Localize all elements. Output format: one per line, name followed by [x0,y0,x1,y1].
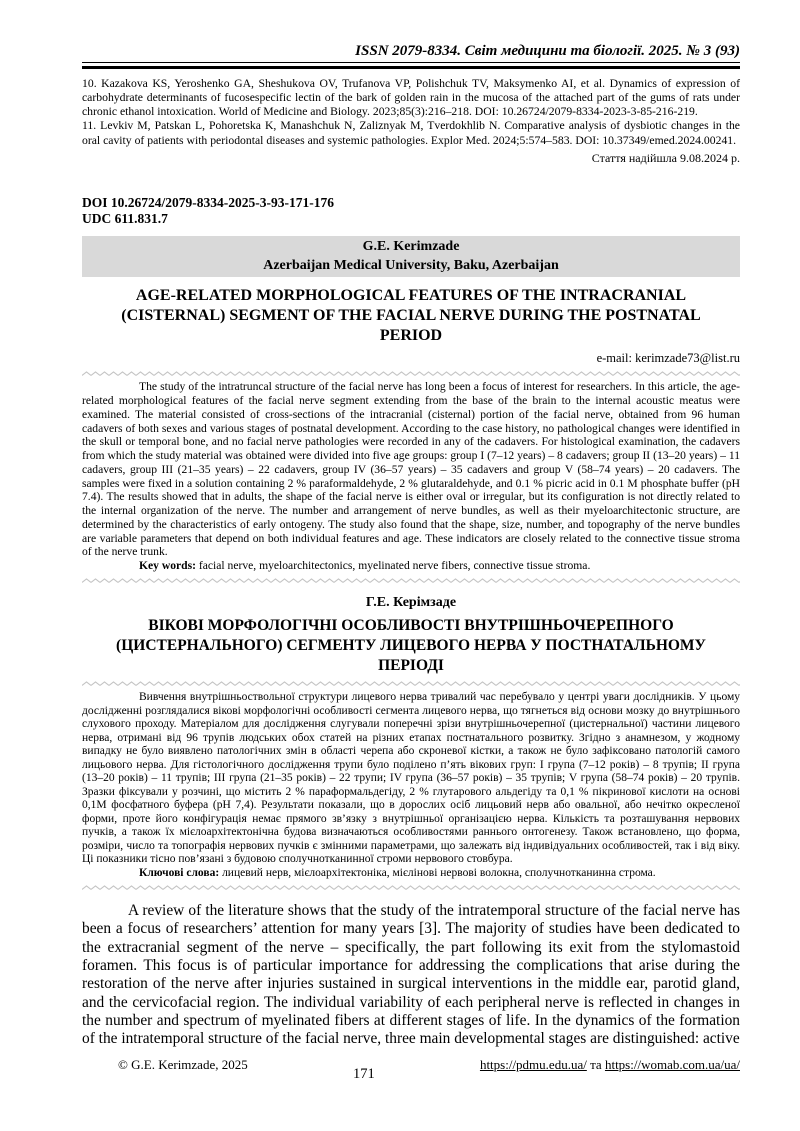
article-title-en: AGE-RELATED MORPHOLOGICAL FEATURES OF THE INTRACRANIAL (CISTERNAL) SEGMENT OF THE FACIAL NERVE DURING THE POSTNATAL PERIOD [121,287,701,345]
header-rule [82,62,740,69]
page-footer [82,1057,740,1082]
footer-links [480,1057,740,1073]
reference-item: 11. Levkiv M, Patskan L, Pohoretska K, Manashchuk N, Zaliznyak M, Tverdokhlib N. Comparative analysis of dysbiotic changes in the oral cavity of patients with periodontal diseases and systemic pathologies. Explor Med. 2024;5:574–583. DOI: 10.37349/emed.2024.00241. [82,119,740,147]
udc-line: UDC 611.831.7 [82,210,168,226]
wavy-divider [82,371,740,377]
keywords-en-text: facial nerve, myeloarchitectonics, myelinated nerve fibers, connective tissue stroma. [196,559,591,572]
body-paragraph: A review of the literature shows that the study of the intratemporal structure of the facial nerve has been a focus of researchers’ attention for many years [3]. The majority of studies have been dedicated to the extracranial segment of the nerve – specifically, the part following its exit from the stylomastoid foramen. This focus is of particular importance for addressing the complications that arise during the restoration of the nerve after injuries sustained in surgical interventions in the middle ear, parotid gland, and the cervicofacial region. The individual variability of each peripheral nerve is reflected in changes in the number and spectrum of myelinated fibers at different stages of life. In the dynamics of the formation of the intratemporal structure of the facial nerve, three main developmental stages are distinguished: active [82,902,740,1048]
keywords-uk-text: лицевий нерв, мієлоархітектоніка, мієлінові нервові волокна, сполучнотканинна строма. [219,866,656,879]
footer-link-pdmu[interactable]: https://pdmu.edu.ua/ [479,1057,587,1072]
keywords-uk [82,867,740,881]
wavy-divider [82,885,740,891]
doi-udc-block [82,195,740,227]
keywords-uk-label: Ключові слова: [139,866,220,879]
abstract-en: The study of the intratruncal structure of the facial nerve has long been a focus of interest for researchers. In this article, the age-related morphological features of the facial nerve segment extending from the base of the brain to the internal acoustic meatus were examined. The material consisted of cross-sections of the intracranial (cisternal) portion of the facial nerve, obtained from 96 human cadavers of both sexes and various stages of postnatal development. According to the case history, no pathological changes were identified in the skull or temporal bone, and no facial nerve pathologies were recorded in any of the cadavers. For histological examination, the cadavers from which the study material was obtained were divided into five age groups: group I (7–12 years) – 8 cadavers; group II (13–20 years) – 11 cadavers, group III (21–35 years) – 22 cadavers, group IV (36–57 years) – 35 cadavers and group V (58–74 years) – 20 cadavers. The samples were fixed in a solution containing 2 % paraformaldehyde, 2 % glutaraldehyde, and 0.1 % picric acid in 0.1 M phosphate buffer (pH 7.4). The results showed that in adults, the shape of the facial nerve is either oval or irregular, but its configuration is not directly related to the internal organization of the nerve. The number and arrangement of nerve bundles, as well as their myeloarchitectonic structure, are determined by the characteristics of early ontogeny. The study also found that the shape, size, number, and topography of the nerve bundles are variable parameters that depend on both individual features and age. These indicators are closely related to the connective tissue stroma of the nerve trunk. [82,380,740,559]
received-date: Стаття надійшла 9.08.2024 р. [591,150,740,165]
reference-item: 10. Kazakova KS, Yeroshenko GA, Sheshukova OV, Trufanova VP, Polishchuk TV, Maksymenko AI, et al. Dynamics of expression of carbohydrate determinants of fucosespecific lectin of the bark of golden rain in the mucosa of the attached part of the gums of rats under chronic ethanol intoxication. World of Medicine and Biology. 2023;85(3):216–218. DOI: 10.26724/2079-8334-2023-3-85-216-219. [82,76,740,119]
footer-link-separator: та [586,1057,605,1072]
doi-line: DOI 10.26724/2079-8334-2025-3-93-171-176 [82,194,334,210]
journal-header: ISSN 2079-8334. Світ медицини та біології. 2025. № 3 (93) [355,43,740,59]
abstract-uk: Вивчення внутрішньоствольної структури лицевого нерва тривалий час перебувало у центрі уваги дослідників. У цьому дослідженні розглядалися вікові морфологічні особливості сегмента лицевого нерва, що тягнеться від основи мозку до внутрішнього слухового проходу. Матеріалом для дослідження слугували поперечні зрізи внутрішньочерепної (цистернальної) частини лицевого нерва, отримані від 96 трупів людських обох статей на різних етапах постнатального розвитку. Згідно з анамнезом, у жодному випадку не було виявлено патологічних змін в області черепа або скроневої кістки, а також не було зафіксовано патологій самого лицьового нерва. Для гістологічного дослідження трупи було поділено п’ять вікових груп: I група (7–12 років) – 8 трупів; II група (13–20 років) – 11 трупів; III група (21–35 років) – 22 трупи; IV група (36–57 років) – 35 трупів; V група (58–74 років) – 20 трупів. Зразки фіксували у розчині, що містить 2 % параформальдегіду, 2 % глутарового альдегіду та 0,1 % пікринової кислоти на основі 0,1М фосфатного буфера (pH 7,4). Результати показали, що в дорослих осіб лицьовий нерв або овальної, або нечітко окресленої форми, проте його конфігурація немає прямого зв’язку з внутрішньої організацією нерва. Кількість та розташування нервових пучків, а також їх мієлоархітектонічна будова визначаються особливостями раннього онтогенезу. Також встановлено, що форма, розміри, число та топографія нервових пучків є змінними параметрами, що залежать від індивідуальних особливостей, так і від віку. Ці показники тісно пов’язані з будовою сполучнотканинної строми нервового стовбура. [82,691,740,866]
author-name-en: G.E. Kerimzade [362,238,460,254]
email-line: e-mail: kerimzade73@list.ru [596,351,740,366]
wavy-divider [82,681,740,687]
footer-copyright: © G.E. Kerimzade, 2025 [118,1057,248,1072]
affiliation-en: Azerbaijan Medical University, Baku, Azerbaijan [263,257,559,273]
author-box [82,236,740,278]
footer-link-womab[interactable]: https://womab.com.ua/ua/ [604,1057,740,1072]
keywords-en [82,559,740,573]
page-number: 171 [352,1066,375,1082]
references-list [82,77,740,148]
keywords-en-label: Key words: [139,559,196,572]
author-name-uk: Г.Е. Керімзаде [365,594,457,610]
article-title-uk: ВІКОВІ МОРФОЛОГІЧНІ ОСОБЛИВОСТІ ВНУТРІШНЬОЧЕРЕПНОГО (ЦИСТЕРНАЛЬНОГО) СЕГМЕНТУ ЛИЦЕВОГО НЕРВА У ПОСТНАТАЛЬНОМУ ПЕРІОДІ [116,616,706,675]
wavy-divider [82,578,740,584]
